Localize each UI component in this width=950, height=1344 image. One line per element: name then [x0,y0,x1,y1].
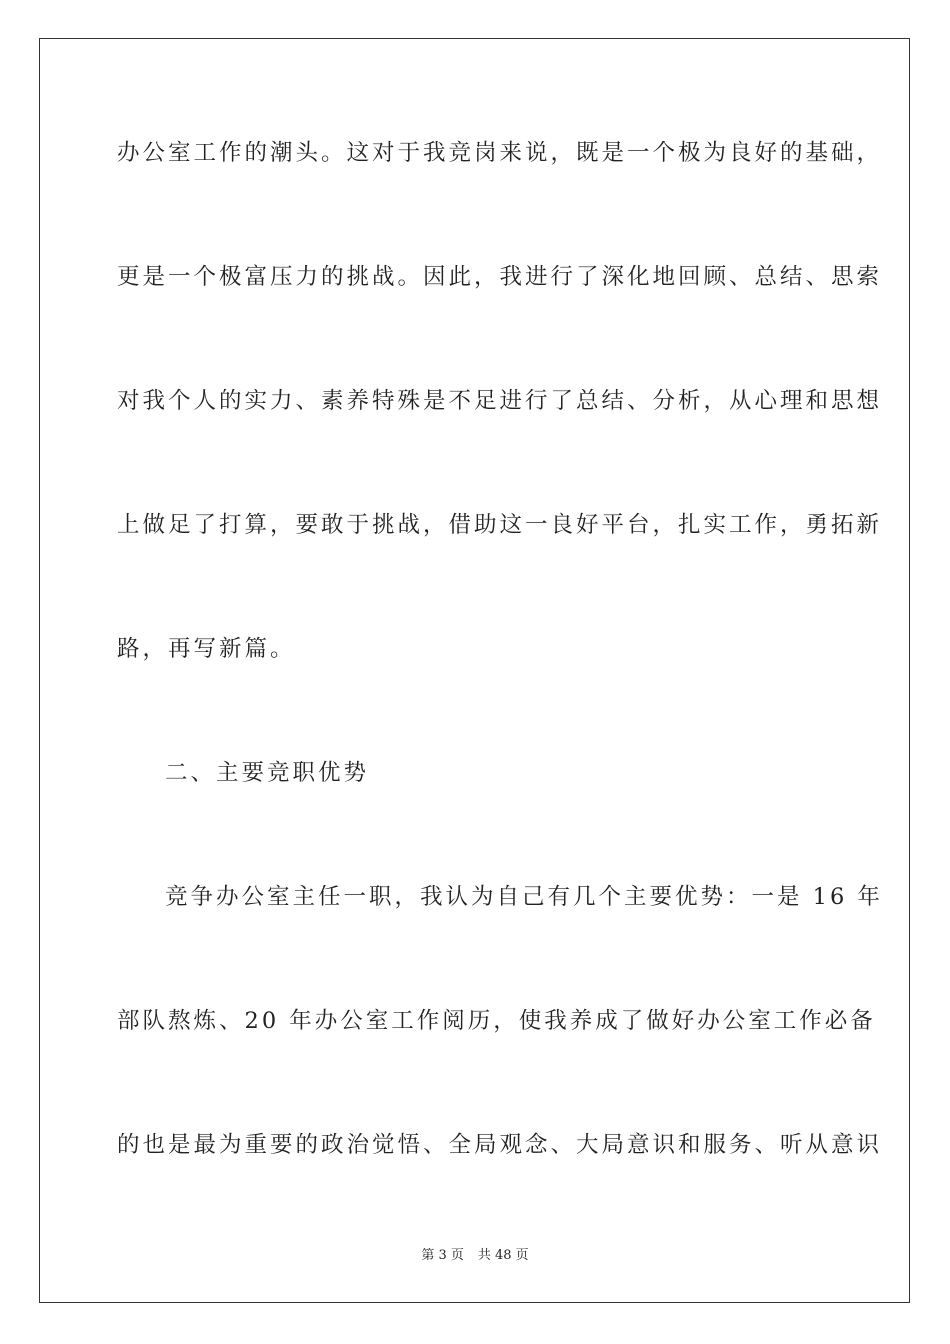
page-total: 共 48 页 [477,1248,529,1263]
paragraph2-line-1: 竞争办公室主任一职，我认为自己有几个主要优势：一是 16 年 [165,884,883,910]
body-line-5: 路，再写新篇。 [117,636,296,662]
page-border [39,38,910,1303]
paragraph2-line-3: 的也是最为重要的政治觉悟、全局观念、大局意识和服务、听从意识 [117,1132,883,1158]
body-line-3: 对我个人的实力、素养特殊是不足进行了总结、分析，从心理和思想 [117,388,883,414]
paragraph2-line-2: 部队熬炼、20 年办公室工作阅历，使我养成了做好办公室工作必备 [117,1008,876,1034]
body-line-2: 更是一个极富压力的挑战。因此，我进行了深化地回顾、总结、思索 [117,264,883,290]
body-line-4: 上做足了打算，要敢于挑战，借助这一良好平台，扎实工作，勇拓新 [117,512,883,538]
page-number: 第 3 页 [421,1248,464,1263]
section-heading: 二、主要竞职优势 [165,760,370,786]
page-footer [0,1247,950,1265]
body-line-1: 办公室工作的潮头。这对于我竞岗来说，既是一个极为良好的基础， [117,140,883,166]
